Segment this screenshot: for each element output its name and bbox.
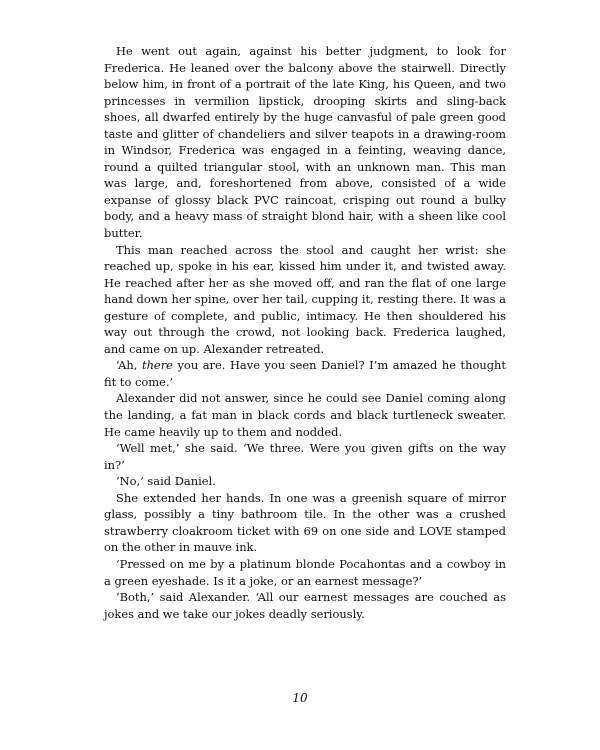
paragraph: ‘Well met,’ she said. ‘We three. Were you given gifts on the way in?’ [104, 441, 506, 472]
paragraph: Alexander did not answer, since he could see Daniel coming along the landing, a fat man in black cords and black turtleneck sweater. He came heavily up to them and nodded. [104, 391, 506, 439]
paragraph: ‘No,’ said Daniel. [116, 474, 216, 489]
paragraph: This man reached across the stool and caught her wrist: she reached up, spoke in his ear, kissed him under it, and twisted away. He reached after her as she moved off, and ran the flat of one large hand down her spine, over her tail, cupping it, resting there. It was a gesture of complete, and public, intimacy. He then shouldered his way out through the crowd, not looking back. Frederica laughed, and came on up. Alexander retreated. [104, 242, 506, 356]
paragraph [104, 357, 506, 390]
paragraph: She extended her hands. In one was a greenish square of mirror glass, possibly a tiny bathroom tile. In the other was a crushed strawberry cloakroom ticket with 69 on one side and LOVE stamped on the other in mauve ink. [104, 490, 506, 555]
body-text [104, 43, 506, 622]
paragraph: ‘Pressed on me by a platinum blonde Pocahontas and a cowboy in a green eyeshade. Is it a joke, or an earnest message?’ [104, 556, 506, 588]
emphasized-word: there [141, 358, 173, 373]
paragraph: ‘Both,’ said Alexander. ‘All our earnest messages are couched as jokes and we take our jokes deadly seriously. [104, 590, 506, 621]
paragraph: He went out again, against his better judgment, to look for Frederica. He leaned over the balcony above the stairwell. Directly below him, in front of a portrait of the late King, his Queen, and two princesses in vermilion lipstick, drooping skirts and sling-back shoes, all dwarfed entirely by the huge canvasful of pale green good taste and glitter of chandeliers and silver teapots in a drawing-room in Windsor, Frederica was engaged in a feinting, weaving dance, round a quilted triangular stool, with an unknown man. This man was large, and, foreshortened from above, consisted of a wide expanse of glossy black PVC raincoat, crisping out round a bulky body, and a heavy mass of straight blond hair, with a sheen like cool butter. [104, 44, 506, 241]
page-number: 10 [292, 691, 308, 705]
dialogue-text: you are. Have you seen Daniel? I’m amazed he thought fit to come.’ [104, 358, 507, 389]
dialogue-text: ‘Ah, [116, 358, 142, 373]
